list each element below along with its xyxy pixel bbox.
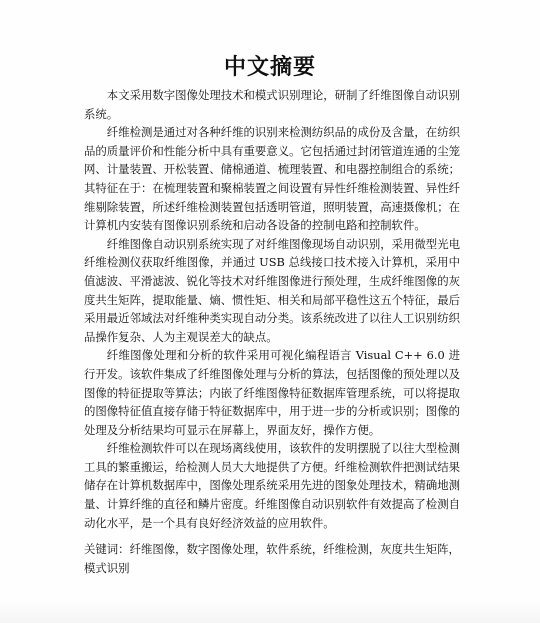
abstract-paragraph-3: 纤维图像自动识别系统实现了对纤维图像现场自动识别，采用微型光电纤维检测仪获取纤维图像，并通过 USB 总线接口技术接入计算机，采用中值滤波、平滑滤波、锐化等技术对纤维图像进行预处理，生成纤维图像的灰度共生矩阵，提取能量、熵、惯性矩、相关和局部平稳性这五个特征，最后采用最近邻域法对纤维种类实现自动分类。该系统改进了以往人工识别纺织品操作复杂、人为主观误差大的缺点。	[84, 236, 460, 344]
page-bottom-shade	[0, 600, 540, 623]
abstract-body	[84, 86, 460, 532]
keywords-line: 关键词：纤维图像，数字图像处理，软件系统，纤维检测，灰度共生矩阵，模式识别	[84, 542, 460, 575]
abstract-paragraph-4: 纤维图像处理和分析的软件采用可视化编程语言 Visual C++ 6.0 进行开发。该软件集成了纤维图像处理与分析的算法，包括图像的预处理以及图像的特征提取等算法；内嵌了纤维图像特征数据库管理系统，可以将提取的图像特征值直接存储于特征数据库中，用于进一步的分析或识别；图像的处理及分析结果均可显示在屏幕上，界面友好，操作方便。	[84, 348, 460, 437]
abstract-paragraph-2: 纤维检测是通过对各种纤维的识别来检测纺织品的成份及含量，在纺织品的质量评价和性能分析中具有重要意义。它包括通过封闭管道连通的尘笼网、计量装置、开松装置、储棉通道、梳理装置、和电器控制组合的系统；其特征在于：在梳理装置和聚棉装置之间设置有异性纤维检测装置、异性纤维剔除装置，所述纤维检测装置包括透明管道，照明装置，高速摄像机；在计算机内安装有图像识别系统和启动各设备的控制电路和控制软件。	[84, 125, 460, 233]
abstract-paragraph-5: 纤维检测软件可以在现场离线使用，该软件的发明摆脱了以往大型检测工具的繁重搬运，给检测人员大大地提供了方便。纤维检测软件把测试结果储存在计算机数据库中，图像处理系统采用先进的图象处理技术，精确地测量、计算纤维的直径和鳞片密度。纤维图像自动识别软件有效提高了检测自动化水平，是一个具有良好经济效益的应用软件。	[84, 441, 460, 530]
abstract-paragraph-1: 本文采用数字图像处理技术和模式识别理论，研制了纤维图像自动识别系统。	[84, 88, 460, 121]
page-title: 中文摘要	[223, 54, 316, 80]
